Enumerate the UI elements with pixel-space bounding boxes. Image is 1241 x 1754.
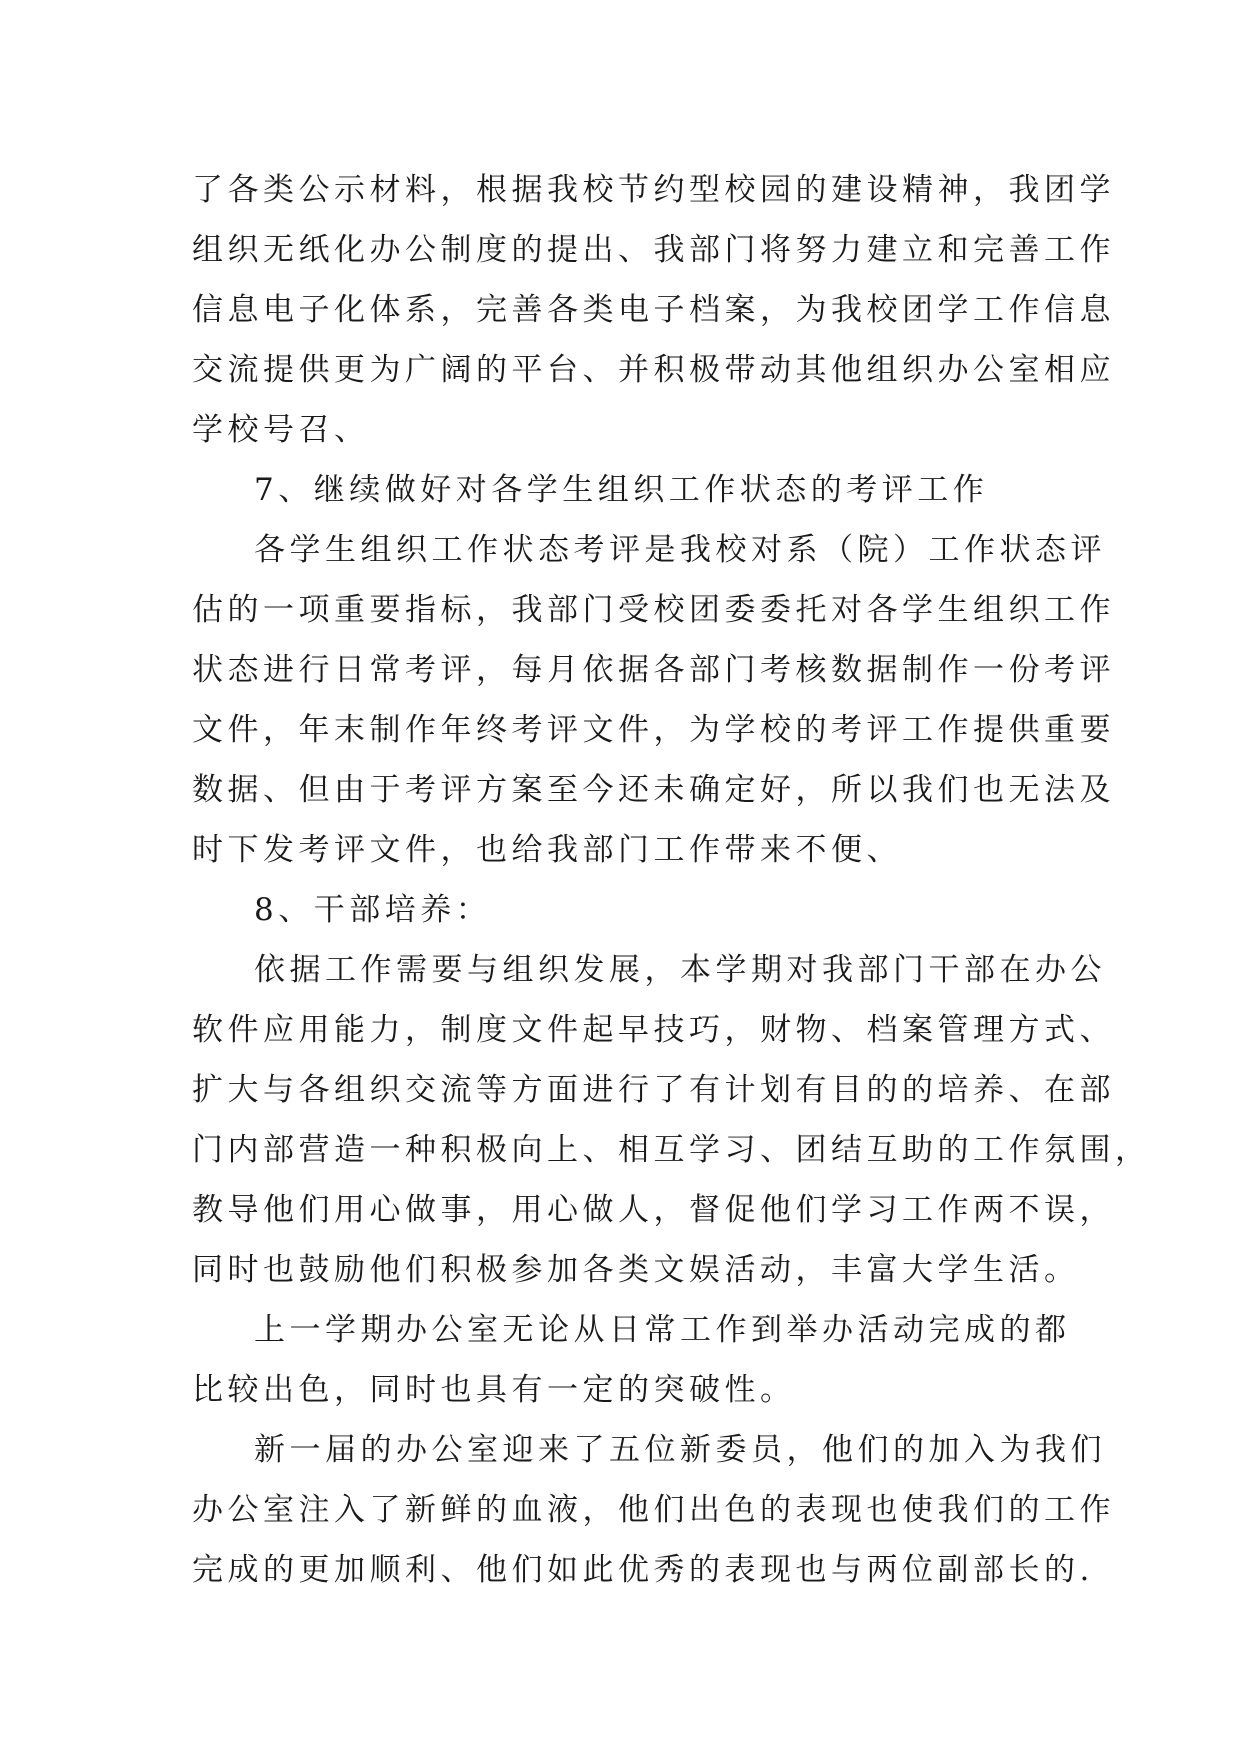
text-line: 各学生组织工作状态考评是我校对系（院）工作状态评 — [254, 532, 1106, 568]
text-line: 估的一项重要指标，我部门受校团委委托对各学生组织工作 — [192, 592, 1115, 628]
text-line: 信息电子化体系，完善各类电子档案，为我校团学工作信息 — [192, 292, 1115, 328]
text-line: 了各类公示材料，根据我校节约型校园的建设精神，我团学 — [192, 172, 1115, 208]
text-line: 门内部营造一种积极向上、相互学习、团结互助的工作氛围， — [192, 1132, 1151, 1168]
text-line: 比较出色，同时也具有一定的突破性。 — [192, 1372, 796, 1408]
text-line: 上一学期办公室无论从日常工作到举办活动完成的都 — [254, 1312, 1071, 1348]
text-line: 办公室注入了新鲜的血液，他们出色的表现也使我们的工作 — [192, 1492, 1115, 1528]
text-line: 软件应用能力，制度文件起早技巧，财物、档案管理方式、 — [192, 1012, 1115, 1048]
text-line: 同时也鼓励他们积极参加各类文娱活动，丰富大学生活。 — [192, 1252, 1080, 1288]
text-line: 完成的更加顺利、他们如此优秀的表现也与两位副部长的. — [192, 1552, 1094, 1588]
text-line: 状态进行日常考评，每月依据各部门考核数据制作一份考评 — [192, 652, 1115, 688]
text-line: 扩大与各组织交流等方面进行了有计划有目的的培养、在部 — [192, 1072, 1115, 1108]
text-line: 教导他们用心做事，用心做人，督促他们学习工作两不误， — [192, 1192, 1115, 1228]
text-line: 依据工作需要与组织发展，本学期对我部门干部在办公 — [254, 952, 1106, 988]
text-line: 7、继续做好对各学生组织工作状态的考评工作 — [254, 472, 989, 508]
document-body — [192, 160, 1151, 1600]
text-line: 新一届的办公室迎来了五位新委员，他们的加入为我们 — [254, 1432, 1106, 1468]
text-line: 时下发考评文件，也给我部门工作带来不便、 — [192, 832, 902, 868]
text-line: 8、干部培养： — [254, 892, 492, 928]
text-line: 组织无纸化办公制度的提出、我部门将努力建立和完善工作 — [192, 232, 1115, 268]
text-line: 数据、但由于考评方案至今还未确定好，所以我们也无法及 — [192, 772, 1115, 808]
text-line: 文件，年末制作年终考评文件，为学校的考评工作提供重要 — [192, 712, 1115, 748]
text-line: 交流提供更为广阔的平台、并积极带动其他组织办公室相应 — [192, 352, 1115, 388]
text-line: 学校号召、 — [192, 412, 370, 448]
